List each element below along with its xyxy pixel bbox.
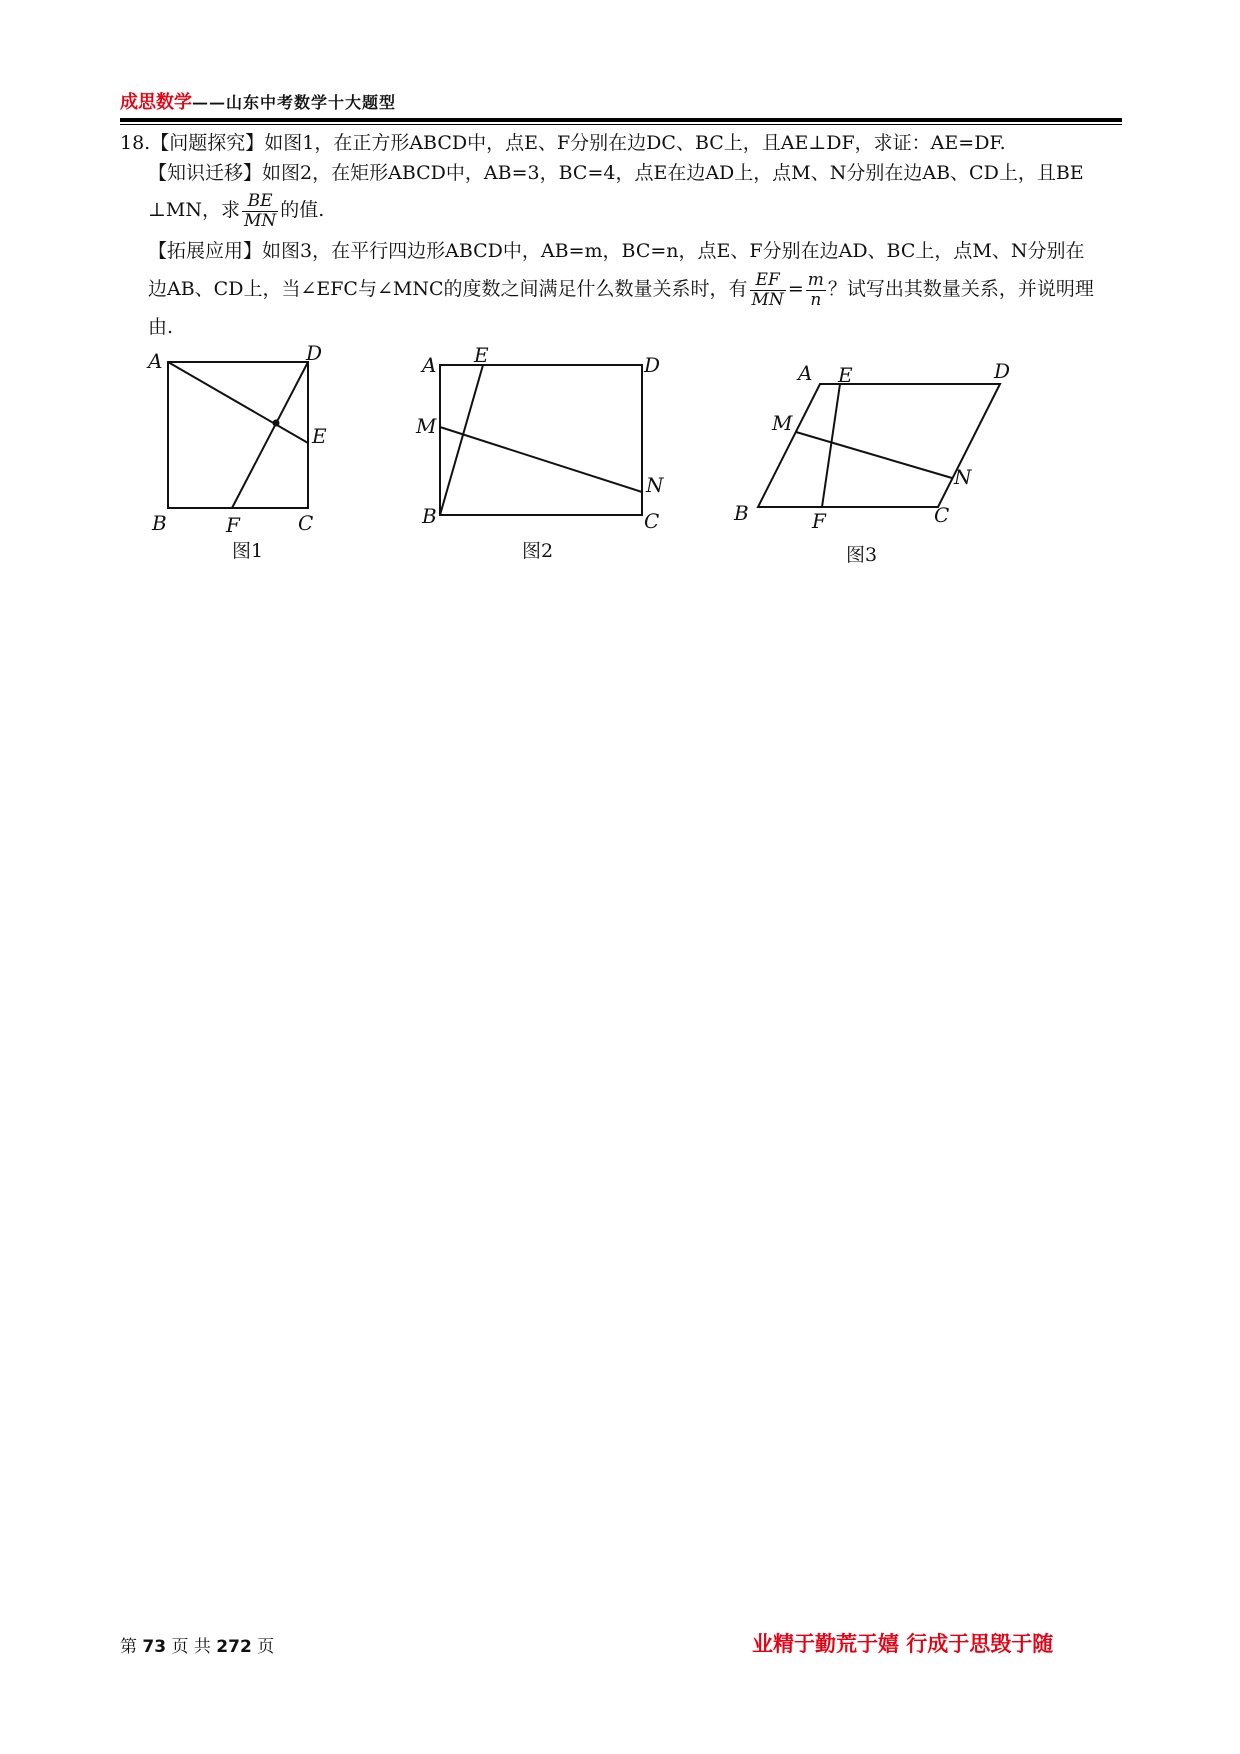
fig3-label-e: E — [838, 363, 853, 387]
page-prefix: 第 — [120, 1637, 137, 1657]
fig1-caption: 图1 — [232, 540, 264, 562]
fraction-denominator: MN — [751, 289, 784, 310]
footer-motto: 业精于勤荒于嬉 行成于思毁于随 — [752, 1632, 1054, 1656]
equals-sign: = — [787, 278, 804, 300]
fig2-label-b: B — [422, 504, 437, 528]
intersection-point — [273, 420, 280, 427]
fig1-label-f: F — [226, 513, 240, 537]
part1-tag: 【问题探究】 — [150, 132, 265, 154]
figure-2-rectangle — [440, 365, 642, 515]
segment-be — [440, 365, 483, 515]
segment-mn — [440, 427, 642, 492]
segment-df — [232, 362, 308, 508]
fig1-label-a: A — [148, 349, 163, 373]
fig3-label-m: M — [772, 411, 793, 435]
brand-name: 成思数学 — [120, 92, 192, 113]
fraction-numerator: BE — [242, 192, 278, 212]
fig3-label-b: B — [734, 501, 749, 525]
part2-text-a: 如图2，在矩形ABCD中，AB=3，BC=4，点E在边AD上，点M、N分别在边AB、CD上，且BE — [262, 162, 1084, 184]
fig2-label-n: N — [646, 473, 664, 497]
fraction-numerator: m — [807, 269, 824, 290]
rectangle-abcd — [440, 365, 642, 515]
fig3-caption: 图3 — [846, 544, 878, 566]
fig1-label-b: B — [152, 511, 167, 535]
page-number — [120, 1632, 274, 1657]
fraction-denominator: n — [810, 289, 822, 310]
fraction-denominator: MN — [243, 210, 277, 231]
fig1-label-c: C — [298, 511, 314, 535]
fig3-label-c: C — [934, 503, 950, 527]
fig3-label-n: N — [954, 465, 972, 489]
fig2-label-d: D — [644, 353, 661, 377]
series-title: ——山东中考数学十大题型 — [192, 93, 397, 112]
part2-tag: 【知识迁移】 — [148, 162, 263, 184]
square-abcd — [168, 362, 308, 508]
part3-text-a: 如图3，在平行四边形ABCD中，AB=m，BC=n，点E、F分别在边AD、BC上，点M、N分别在 — [262, 240, 1085, 262]
part3-tag: 【拓展应用】 — [148, 240, 263, 262]
page-current: 73 — [142, 1637, 167, 1657]
problem-number: 18. — [120, 132, 151, 154]
page-mid: 页 共 — [171, 1637, 211, 1657]
fig2-label-e: E — [474, 343, 489, 367]
fig3-label-f: F — [812, 509, 826, 533]
fig1-label-d: D — [306, 341, 323, 365]
part2-text-b: ⊥MN，求 — [148, 199, 240, 221]
segment-mn — [796, 432, 952, 478]
figure-1-square — [168, 362, 308, 508]
fig2-label-c: C — [644, 509, 660, 533]
page-total: 272 — [216, 1637, 252, 1657]
fig3-label-a: A — [798, 361, 813, 385]
fig3-label-d: D — [994, 359, 1011, 383]
fig2-caption: 图2 — [522, 540, 554, 562]
part2-text-c: 的值. — [280, 199, 325, 221]
part3-text-b: 边AB、CD上，当∠EFC与∠MNC的度数之间满足什么数量关系时，有 — [148, 278, 748, 300]
segment-ef — [822, 384, 840, 507]
part1-text: 如图1，在正方形ABCD中，点E、F分别在边DC、BC上，且AE⊥DF，求证：AE=DF. — [264, 132, 1006, 154]
part3-text-d: 由. — [148, 316, 174, 338]
fraction-numerator: EF — [750, 271, 786, 291]
fig1-label-e: E — [312, 424, 327, 448]
part3-text-c: ？试写出其数量关系，并说明理 — [827, 278, 1094, 300]
fig2-label-a: A — [422, 353, 437, 377]
page-suffix: 页 — [257, 1637, 275, 1657]
fig2-label-m: M — [416, 414, 437, 438]
figures — [0, 0, 1240, 600]
